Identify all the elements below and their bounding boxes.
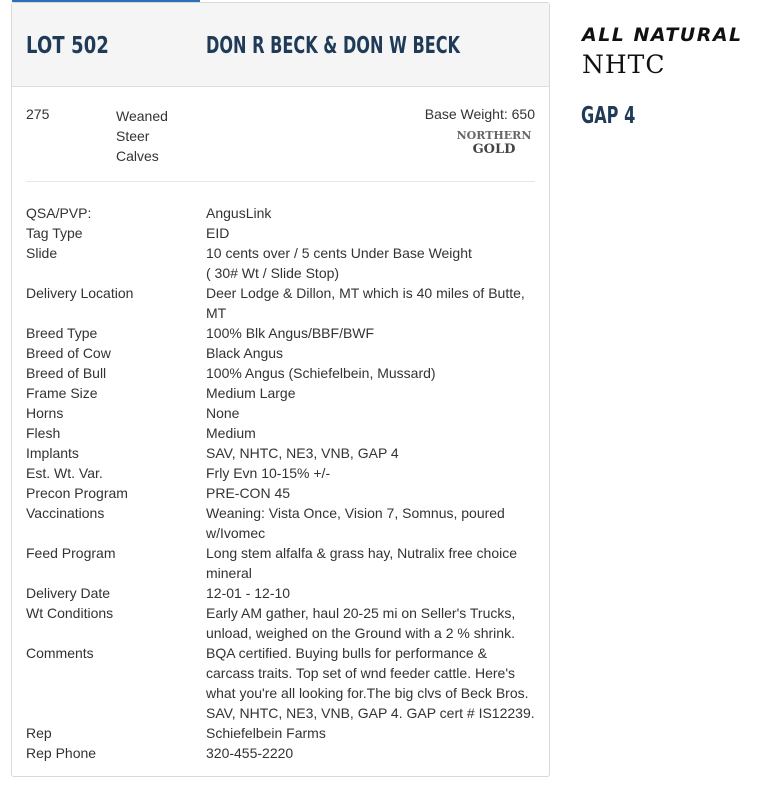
- detail-row-feed-program: [26, 543, 538, 583]
- description-line: Weaned: [116, 108, 168, 124]
- detail-label: QSA/PVP:: [26, 205, 92, 221]
- detail-row-rep: [26, 723, 538, 743]
- detail-value: Medium Large: [206, 385, 296, 401]
- detail-value: Medium: [206, 425, 256, 441]
- detail-label: Tag Type: [26, 225, 83, 241]
- detail-value-line: unload, weighed on the Ground with a 2 % shrink.: [206, 625, 515, 641]
- detail-row-horns: [26, 403, 538, 423]
- detail-value: [206, 503, 536, 543]
- northern-gold-logo: [454, 127, 534, 157]
- detail-label: Feed Program: [26, 545, 116, 561]
- detail-row-frame-size: [26, 383, 538, 403]
- detail-row-vaccinations: [26, 503, 538, 543]
- detail-row-tag-type: [26, 223, 538, 243]
- detail-label: Delivery Location: [26, 285, 134, 301]
- detail-value: [206, 603, 536, 643]
- detail-row-est-wt-var: [26, 463, 538, 483]
- detail-value-line: Long stem alfalfa & grass hay, Nutralix free choice: [206, 545, 518, 561]
- detail-label: Breed of Cow: [26, 345, 111, 361]
- detail-value: [206, 543, 536, 583]
- detail-value-line: carcass traits. Top set of wnd feeder cattle. Here's: [206, 665, 515, 681]
- detail-label: Rep: [26, 725, 52, 741]
- consignor-name: DON R BECK & DON W BECK: [206, 33, 461, 59]
- detail-value-line: Weaning: Vista Once, Vision 7, Somnus, poured: [206, 505, 505, 521]
- lot-card: [11, 2, 550, 777]
- gap-rating: GAP 4: [581, 103, 636, 129]
- details-list: [26, 203, 538, 763]
- detail-label: Wt Conditions: [26, 605, 114, 621]
- detail-row-rep-phone: [26, 743, 538, 763]
- detail-value: SAV, NHTC, NE3, VNB, GAP 4: [206, 445, 399, 461]
- detail-row-slide: [26, 243, 538, 283]
- detail-label: Slide: [26, 245, 58, 261]
- detail-value-line: Deer Lodge & Dillon, MT which is 40 miles of Butte,: [206, 285, 525, 301]
- svg-text:GOLD: GOLD: [472, 142, 516, 157]
- nhtc-program: NHTC: [582, 50, 666, 79]
- detail-label: Flesh: [26, 425, 61, 441]
- detail-value: Black Angus: [206, 345, 284, 361]
- detail-value-line: SAV, NHTC, NE3, VNB, GAP 4. GAP cert # IS12239.: [206, 705, 535, 721]
- head-count: 275: [26, 106, 50, 122]
- detail-value: PRE-CON 45: [206, 485, 291, 501]
- description-line: Steer: [116, 128, 150, 144]
- detail-label: Breed of Bull: [26, 365, 107, 381]
- detail-value: EID: [206, 225, 230, 241]
- detail-label: Comments: [26, 645, 94, 661]
- detail-row-precon-program: [26, 483, 538, 503]
- detail-value-line: what you're all looking for.The big clvs of Beck Bros.: [206, 685, 529, 701]
- detail-value: Schiefelbein Farms: [206, 725, 326, 741]
- detail-value: 12-01 - 12-10: [206, 585, 291, 601]
- detail-row-breed-type: [26, 323, 538, 343]
- lot-description: [116, 106, 168, 166]
- detail-label: Delivery Date: [26, 585, 111, 601]
- all-natural-tag: ALL NATURAL: [582, 24, 743, 46]
- detail-value: 100% Blk Angus/BBF/BWF: [206, 325, 375, 341]
- detail-row-breed-of-bull: [26, 363, 538, 383]
- detail-label: Horns: [26, 405, 64, 421]
- detail-value: None: [206, 405, 240, 421]
- detail-row-delivery-location: [26, 283, 538, 323]
- detail-value: Frly Evn 10-15% +/-: [206, 465, 331, 481]
- detail-row-qsa: [26, 203, 538, 223]
- detail-value: AngusLink: [206, 205, 272, 221]
- detail-row-delivery-date: [26, 583, 538, 603]
- detail-value: 320-455-2220: [206, 745, 294, 761]
- detail-label: Frame Size: [26, 385, 98, 401]
- detail-value-line: MT: [206, 305, 227, 321]
- detail-row-flesh: [26, 423, 538, 443]
- description-line: Calves: [116, 148, 159, 164]
- divider: [26, 181, 535, 182]
- detail-label: Breed Type: [26, 325, 98, 341]
- detail-value: [206, 243, 536, 283]
- detail-value-line: w/Ivomec: [206, 525, 266, 541]
- lot-summary: [12, 87, 549, 182]
- detail-label: Vaccinations: [26, 505, 105, 521]
- detail-value-line: mineral: [206, 565, 252, 581]
- lot-number: LOT 502: [26, 33, 110, 59]
- detail-row-wt-conditions: [26, 603, 538, 643]
- detail-value-line: 10 cents over / 5 cents Under Base Weight: [206, 245, 472, 261]
- detail-row-comments: [26, 643, 538, 723]
- detail-label: Rep Phone: [26, 745, 97, 761]
- detail-value-line: BQA certified. Buying bulls for performance &: [206, 645, 487, 661]
- detail-value: [206, 643, 536, 723]
- svg-text:NORTHERN: NORTHERN: [456, 129, 532, 142]
- base-weight: Base Weight: 650: [424, 106, 535, 122]
- detail-value: [206, 283, 536, 323]
- detail-row-implants: [26, 443, 538, 463]
- detail-value-line: ( 30# Wt / Slide Stop): [206, 265, 340, 281]
- lot-header: [12, 3, 549, 87]
- detail-label: Implants: [26, 445, 79, 461]
- detail-label: Precon Program: [26, 485, 128, 501]
- detail-row-breed-of-cow: [26, 343, 538, 363]
- detail-label: Est. Wt. Var.: [26, 465, 103, 481]
- detail-value: 100% Angus (Schiefelbein, Mussard): [206, 365, 436, 381]
- detail-value-line: Early AM gather, haul 20-25 mi on Seller's Trucks,: [206, 605, 516, 621]
